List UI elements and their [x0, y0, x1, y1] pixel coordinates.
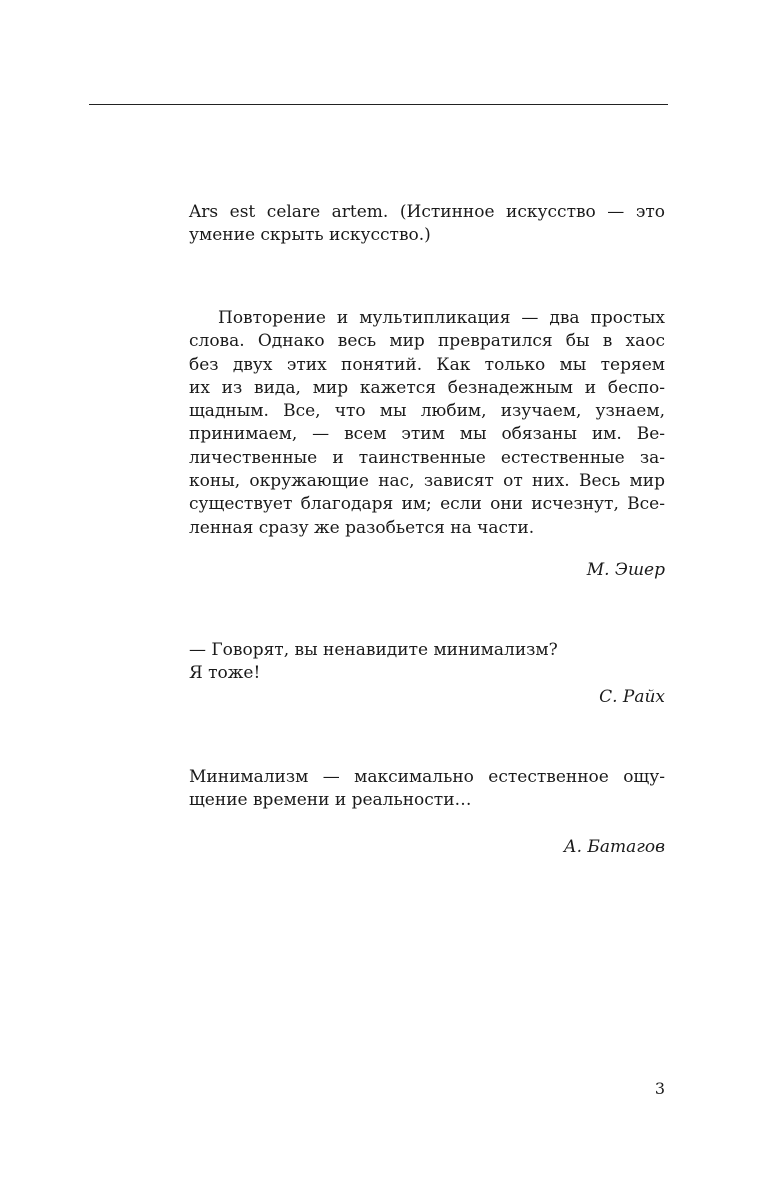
quote-line: Повторение и мультипликация — два простых: [218, 308, 665, 328]
author-reich: С. Райх: [599, 687, 665, 707]
quote-line: слова. Однако весь мир превратился бы в хаос: [189, 331, 665, 352]
author-batagov: А. Батагов: [563, 837, 665, 857]
quote-batagov: [189, 766, 665, 813]
quote-line: Минимализм — максимально естественное ощу-: [189, 767, 665, 787]
quote-reich: [189, 639, 665, 686]
epigraph-line: Ars est celare artem. (Истинное искусство — это: [189, 202, 665, 222]
epigraph-latin: [189, 201, 665, 248]
author-escher: М. Эшер: [586, 560, 665, 580]
quote-escher: [189, 307, 665, 540]
epigraph-line: умение скрыть искусство.): [189, 225, 431, 246]
quote-line: личественные и таинственные естественные за-: [189, 447, 665, 468]
header-rule: [89, 104, 668, 105]
quote-line: ленная сразу же разобьется на части.: [189, 517, 535, 538]
quote-line: принимаем, — всем этим мы обязаны им. Ве-: [189, 424, 665, 445]
quote-line: коны, окружающие нас, зависят от них. Весь мир: [189, 471, 665, 492]
quote-line: без двух этих понятий. Как только мы теряем: [189, 354, 665, 375]
quote-line: существует благодаря им; если они исчезнут, Все-: [189, 494, 665, 515]
quote-line: щадным. Все, что мы любим, изучаем, узнаем,: [189, 401, 665, 422]
page-number: 3: [654, 1079, 665, 1098]
quote-line: их из вида, мир кажется безнадежным и беспо-: [189, 377, 665, 398]
quote-line: — Говорят, вы ненавидите минимализм?: [189, 640, 558, 660]
quote-line: Я тоже!: [189, 663, 261, 684]
quote-line: щение времени и реальности…: [189, 790, 472, 811]
